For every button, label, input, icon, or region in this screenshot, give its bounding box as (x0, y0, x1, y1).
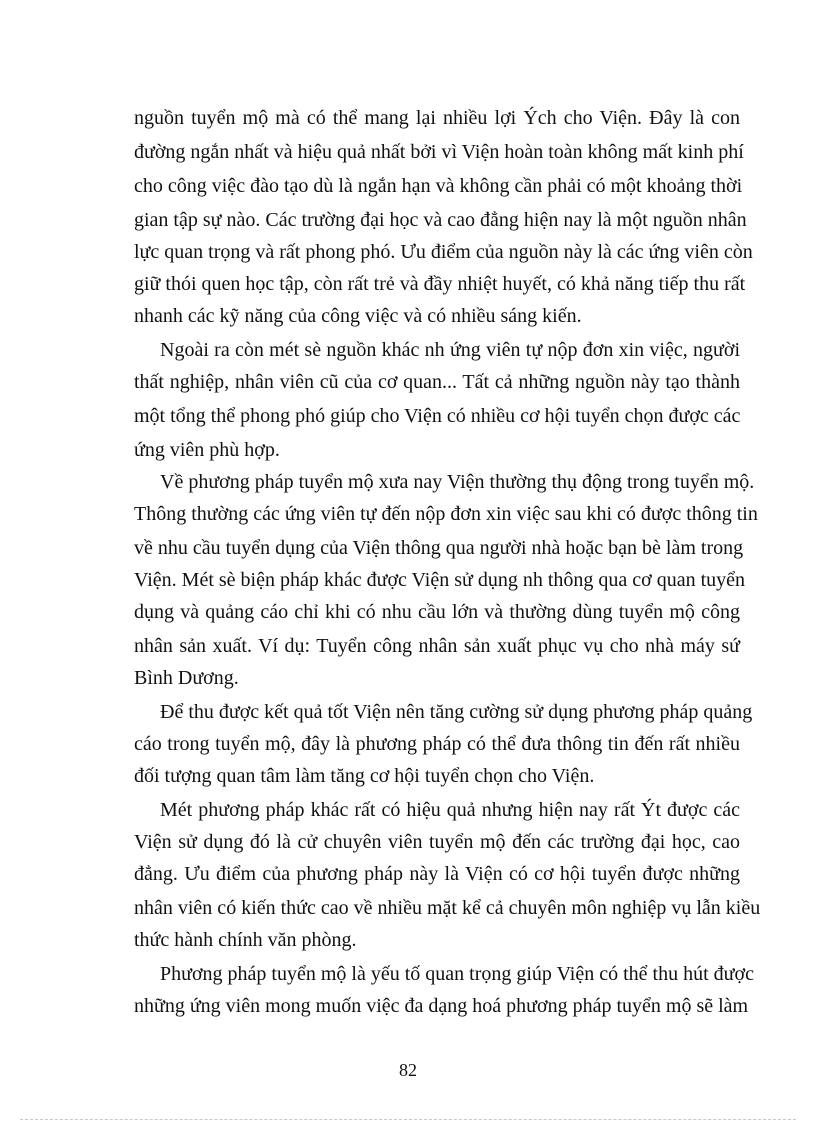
footer-divider (20, 1119, 796, 1120)
text-line: Bình Dương. (134, 667, 239, 689)
text-line: đẳng. Ưu điểm của phương pháp này là Viện có cơ hội tuyển được những (134, 863, 740, 885)
text-line: giữ thói quen học tập, còn rất trẻ và đầy nhiệt huyết, có khả năng tiếp thu rất (134, 273, 746, 295)
text-line: nhân viên có kiến thức cao về nhiều mặt kể cả chuyên môn nghiệp vụ lẫn kiều (134, 897, 761, 919)
text-line: Để thu được kết quả tốt Viện nên tăng cường sử dụng phương pháp quảng (160, 701, 753, 723)
text-line: Phương pháp tuyển mộ là yếu tố quan trọng giúp Viện có thể thu hút được (160, 963, 754, 985)
text-line: lực quan trọng và rất phong phó. Ưu điểm của nguồn này là các ứng viên còn (134, 241, 753, 263)
page-number: 82 (399, 1060, 417, 1080)
text-line: cáo trong tuyển mộ, đây là phương pháp có thể đưa thông tin đến rất nhiều (134, 733, 740, 755)
text-line: Ngoài ra còn mét sè nguồn khác nh ứng viên tự nộp đơn xin việc, người (160, 339, 740, 361)
text-line: nhân sản xuất. Ví dụ: Tuyển công nhân sản xuất phục vụ cho nhà máy sứ (134, 635, 740, 657)
text-line: cho công việc đào tạo dù là ngắn hạn và không cần phải có một khoảng thời (134, 175, 743, 197)
text-line: ứng viên phù hợp. (134, 439, 280, 461)
text-line: đường ngắn nhất và hiệu quả nhất bởi vì Viện hoàn toàn không mất kinh phí (134, 141, 744, 163)
text-line: Về phương pháp tuyển mộ xưa nay Viện thường thụ động trong tuyển mộ. (160, 471, 755, 493)
text-line: Mét phương pháp khác rất có hiệu quả nhưng hiện nay rất Ýt được các (160, 799, 740, 821)
text-line: Viện. Mét sè biện pháp khác được Viện sử dụng nh thông qua cơ quan tuyển (134, 569, 746, 591)
text-line: nguồn tuyển mộ mà có thể mang lại nhiều lợi Ých cho Viện. Đây là con (134, 107, 740, 129)
text-line: một tổng thể phong phó giúp cho Viện có nhiều cơ hội tuyển chọn được các (134, 405, 741, 427)
text-line: Viện sử dụng đó là cử chuyên viên tuyển mộ đến các trường đại học, cao (134, 831, 740, 853)
text-line: nhanh các kỹ năng của công việc và có nhiều sáng kiến. (134, 305, 582, 327)
text-line: thức hành chính văn phòng. (134, 929, 357, 951)
text-line: thất nghiệp, nhân viên cũ của cơ quan... Tất cả những nguồn này tạo thành (134, 371, 740, 393)
text-line: những ứng viên mong muốn việc đa dạng hoá phương pháp tuyển mộ sẽ làm (134, 995, 749, 1017)
text-line: gian tập sự nào. Các trường đại học và cao đẳng hiện nay là một nguồn nhân (134, 209, 747, 231)
text-line: dụng và quảng cáo chỉ khi có nhu cầu lớn và thường dùng tuyển mộ công (134, 601, 740, 623)
text-line: Thông thường các ứng viên tự đến nộp đơn xin việc sau khi có được thông tin (134, 503, 758, 525)
text-line: đối tượng quan tâm làm tăng cơ hội tuyển chọn cho Viện. (134, 765, 595, 787)
text-line: về nhu cầu tuyển dụng của Viện thông qua người nhà hoặc bạn bè làm trong (134, 537, 744, 559)
